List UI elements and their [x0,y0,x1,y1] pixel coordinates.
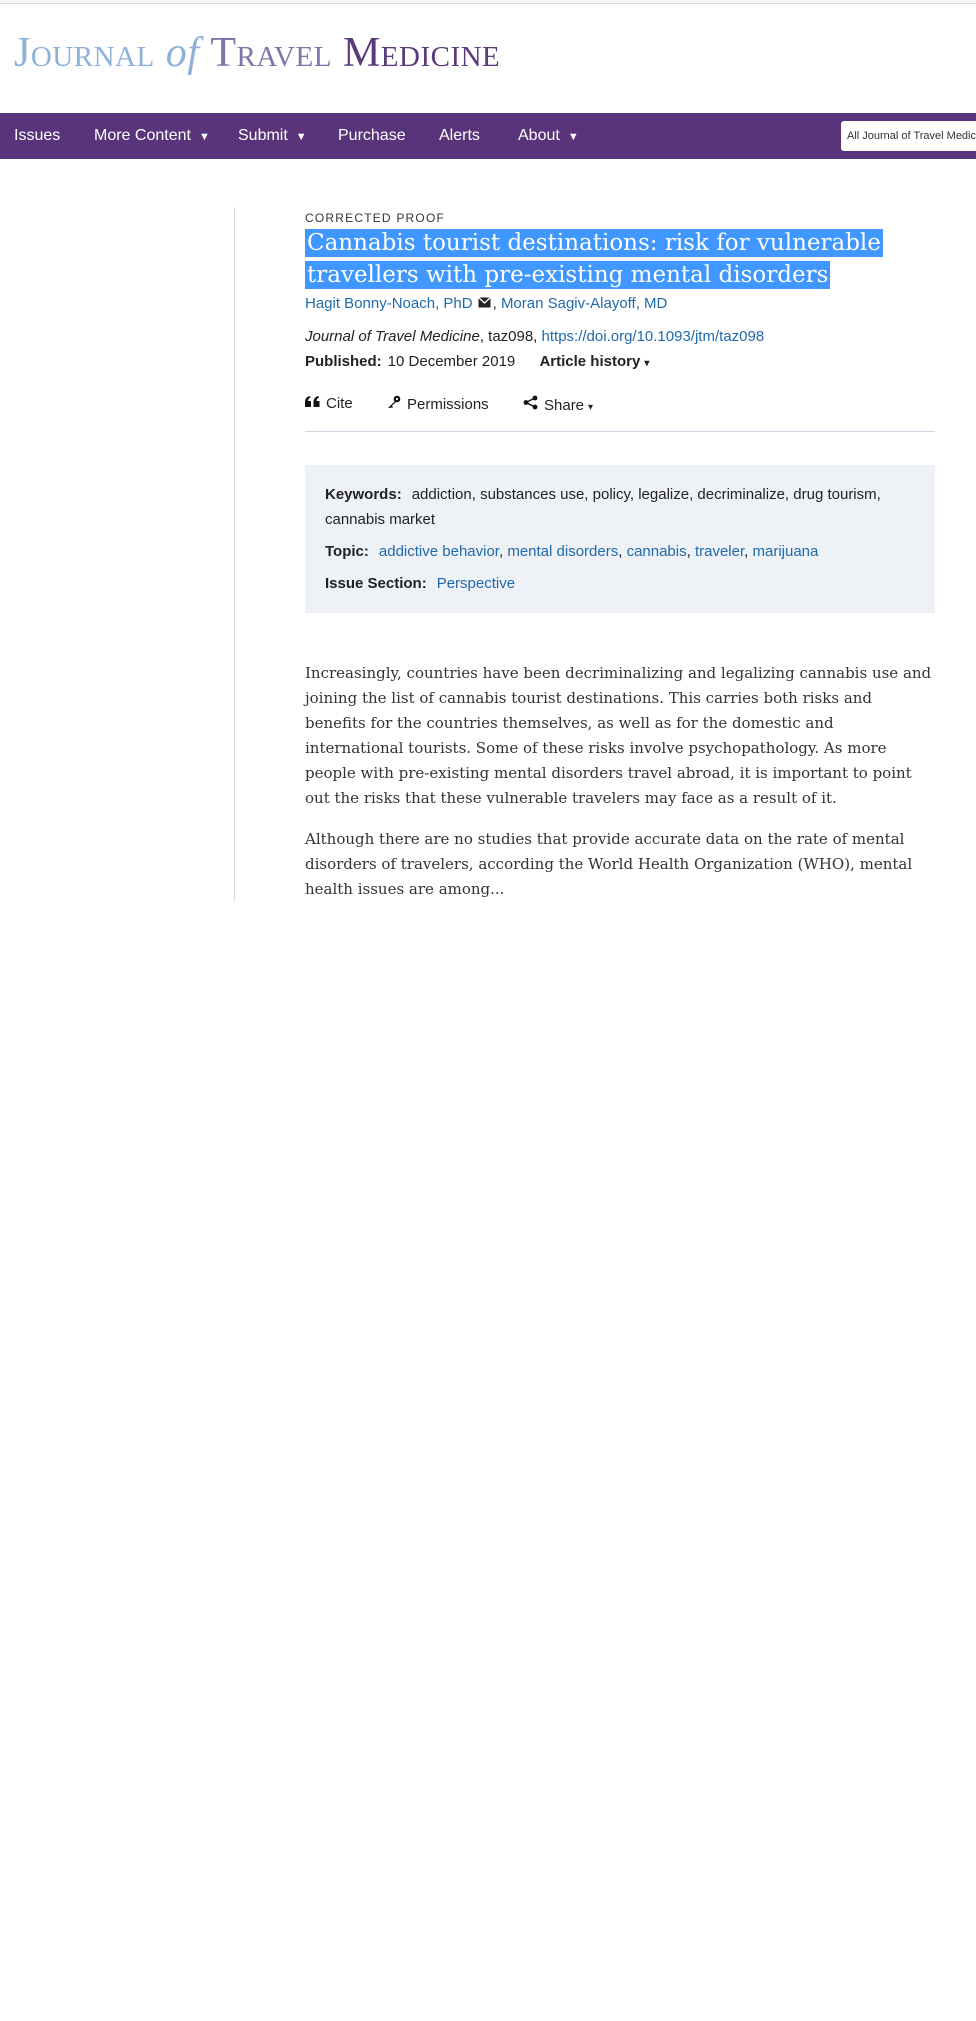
topic-separator: , [498,543,508,560]
topic-separator: , [686,543,695,560]
published-label: Published: [305,353,382,370]
author-separator: , [492,295,497,312]
permissions-label: Permissions [407,396,489,413]
published-line [305,353,935,370]
nav-about-label: About [518,127,560,144]
doi-link[interactable]: https://doi.org/10.1093/jtm/taz098 [541,328,765,345]
journal-logo[interactable] [14,28,500,78]
published-date: 10 December 2019 [387,353,516,370]
author-list [305,295,935,312]
article-main [305,210,935,918]
nav-submit-label: Submit [238,127,288,144]
topic-link[interactable]: mental disorders [507,543,619,560]
nav-issues[interactable] [14,113,60,159]
topic-link[interactable]: addictive behavior [378,543,499,560]
sidebar-divider [234,207,235,901]
search-scope-field[interactable] [841,121,976,151]
journal-name: Journal of Travel Medicine [305,328,480,345]
chevron-down-icon: ▼ [567,131,579,143]
topic-link[interactable]: traveler [694,543,745,560]
issue-section-link[interactable]: Perspective [436,575,516,592]
citation-line [305,328,935,345]
nav-purchase[interactable] [338,113,406,159]
article-body [305,661,935,902]
nav-more-content[interactable] [94,113,210,159]
citation-id: , taz098, [479,328,542,345]
nav-issues-label: Issues [14,127,61,144]
article-title [305,227,935,291]
author-link-1[interactable]: Hagit Bonny-Noach, PhD [305,295,473,312]
share-label: Share [544,397,585,414]
nav-more-content-label: More Content [94,127,191,144]
article-history-toggle[interactable] [539,353,649,370]
permissions-button[interactable] [387,395,489,413]
issue-section-label: Issue Section: [325,575,427,592]
top-border [0,0,976,4]
nav-purchase-label: Purchase [338,127,406,144]
article-metadata-box [305,465,935,613]
logo-word-of: of [165,30,200,76]
article-status-label: CORRECTED PROOF [305,211,446,225]
topic-row [325,539,915,564]
article-history-label: Article history [539,353,641,370]
article-title-text: Cannabis tourist destinations: risk for vulnerable travellers with pre-existing mental disorders [307,230,881,288]
author-link-2[interactable]: Moran Sagiv-Alayoff, MD [500,295,668,312]
chevron-down-icon: ▼ [198,131,210,143]
nav-alerts-label: Alerts [439,127,480,144]
body-paragraph-2: Although there are no studies that provide accurate data on the rate of mental disorders of travelers, according the World Health Organization (WHO), mental health issues are among... [305,830,913,898]
nav-alerts[interactable] [439,113,480,159]
topic-separator: , [618,543,627,560]
main-nav [0,113,976,159]
body-paragraph-1: Increasingly, countries have been decriminalizing and legalizing cannabis use and joining the list of cannabis tourist destinations. This carries both risks and benefits for the countries themselves, as well as for the domestic and international tourists. Some of these risks involve psychopathology. As more people with pre-existing mental disorders travel abroad, it is important to point out the risks that these vulnerable travelers may face as a result of it. [305,664,932,807]
article-toolbar [305,395,935,432]
topic-label: Topic: [325,543,369,560]
search-input[interactable] [841,121,976,151]
chevron-down-icon: ▼ [295,131,307,143]
topic-link[interactable]: cannabis [626,543,687,560]
chevron-down-icon: ▾ [644,358,650,369]
keywords-row [325,482,915,532]
keywords-value: addiction, substances use, policy, legalize, decriminalize, drug tourism, cannabis market [325,486,881,528]
cite-button[interactable] [305,395,353,412]
logo-word-medicine: Medicine [342,30,501,76]
key-icon [387,395,401,413]
email-icon[interactable] [478,297,491,311]
nav-about[interactable] [518,113,579,159]
share-icon [523,395,538,414]
keywords-label: Keywords: [325,486,402,503]
logo-word-travel: Travel [210,30,332,76]
nav-submit[interactable] [238,113,307,159]
issue-section-row [325,571,915,596]
topic-separator: , [744,543,753,560]
share-button[interactable] [523,395,593,414]
chevron-down-icon: ▾ [588,402,594,413]
quote-icon [305,395,320,412]
cite-label: Cite [326,395,353,412]
topic-link[interactable]: marijuana [752,543,819,560]
logo-word-journal: Journal [14,30,155,76]
